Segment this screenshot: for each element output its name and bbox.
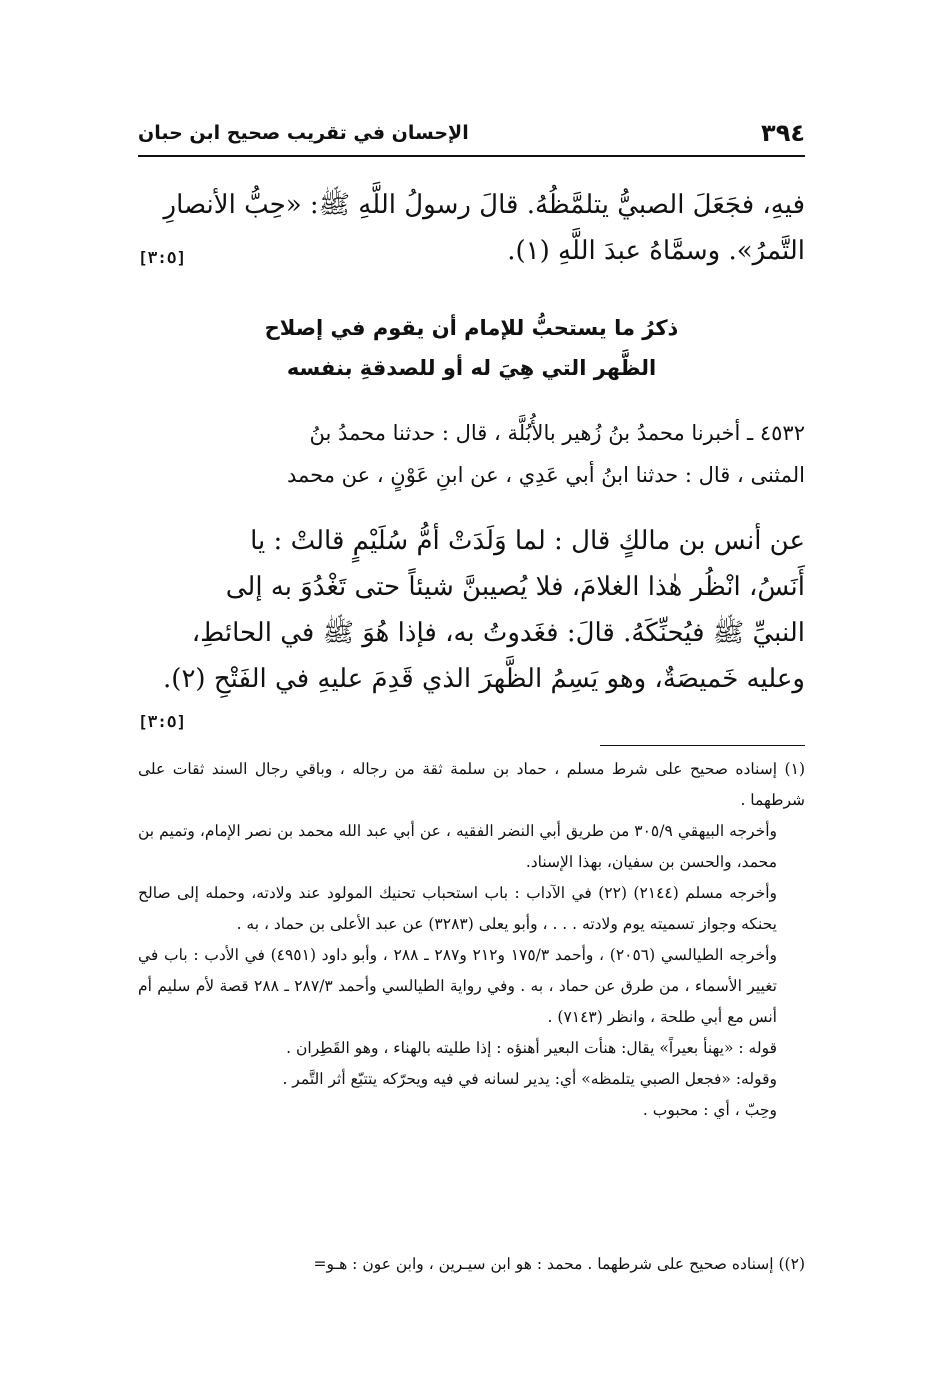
hadith-matn [138, 518, 805, 702]
reference-mark: [٣:٥] [138, 712, 187, 731]
footnote: (١) إسناده صحيح على شرط مسلم ، حماد بن سلمة ثقة من رجاله ، وباقي رجال السند ثقات على شرطهما . [138, 760, 805, 809]
page-number: ٣٩٤ [761, 119, 805, 147]
heading-line: الظَّهر التي هِيَ له أو للصدقةِ بنفسه [286, 356, 657, 380]
text-line: التَّمرُ». وسمَّاهُ عبدَ اللَّهِ (١). [507, 236, 805, 266]
footnote: وحِبّ ، أي : محبوب . [642, 1101, 777, 1119]
matn-line: أَنَسُ، انْظُر هٰذا الغلامَ، فلا يُصيبنَّ شيئاً حتى تَغْدُوَ به إلى [225, 572, 805, 602]
matn-line: عن أنس بن مالكٍ قال : لما وَلَدَتْ أمُّ سُلَيْمٍ قالتْ : يا [250, 526, 805, 556]
top-text [138, 182, 805, 274]
header-rule [138, 155, 805, 157]
footnote: وأخرجه الطيالسي (٢٠٥٦) ، وأحمد ١٧٥/٣ و٢١٢ و٢٨٧ ـ ٢٨٨ ، وأبو داود (٤٩٥١) في الأدب : باب في تغيير الأسماء ، من طرق عن حماد ، به . وفي رواية الطيالسي وأحمد ٢٨٧/٣ ـ ٢٨٨ قصة لأم سليم أم أنس مع أبي طلحة ، وانظر (٧١٤٣) . [138, 946, 777, 1026]
footnote: وقوله: «فجعل الصبي يتلمظه» أي: يدير لسانه في فيه ويحرّكه يتتبّع أثر التَّمر . [282, 1070, 777, 1088]
reference-mark: [٣:٥] [138, 248, 187, 267]
running-title: الإحسان في تقريب صحيح ابن حبان [138, 122, 469, 144]
footnote: قوله : «يهنأ بعيراً» يقال: هنأت البعير أهنؤه : إذا طليته بالهناء ، وهو القَطِران . [286, 1039, 777, 1057]
text-line: فيهِ، فجَعَلَ الصبيُّ يتلمَّظُهُ. قالَ رسولُ اللَّهِ ﷺ: «حِبُّ الأنصارِ [163, 190, 805, 220]
chapter-heading [138, 308, 805, 388]
hadith-isnad [138, 412, 805, 496]
footnotes [138, 754, 805, 1126]
footnote: (٢)) إسناده صحيح على شرطهما . محمد : هو ابن سيـرين ، وابن عون : هـو= [313, 1255, 805, 1273]
isnad-line: ٤٥٣٢ ـ أخبرنا محمدُ بنُ زُهير بالأُبُلَّة ، قال : حدثنا محمدُ بنُ [309, 421, 805, 445]
heading-line: ذكرُ ما يستحبُّ للإمام أن يقوم في إصلاح [264, 316, 679, 340]
matn-line: وعليه خَميصَةٌ، وهو يَسِمُ الظَّهرَ الذي قَدِمَ عليهِ في الفَتْحِ (٢). [163, 664, 805, 694]
isnad-line: المثنى ، قال : حدثنا ابنُ أبي عَدِي ، عن ابنِ عَوْنٍ ، عن محمد [287, 463, 805, 487]
footnote: وأخرجه البيهقي ٣٠٥/٩ من طريق أبي النضر الفقيه ، عن أبي عبد الله محمد بن نصر الإمام، وتميم بن محمد، والحسن بن سفيان، بهذا الإسناد. [138, 822, 777, 871]
footnote-rule [600, 745, 805, 746]
footnote: وأخرجه مسلم (٢١٤٤) (٢٢) في الآداب : باب استحباب تحنيك المولود عند ولادته، وحمله إلى صالح يحنكه وجواز تسميته يوم ولادته . . . ، وأبو يعلى (٣٢٨٣) عن عبد الأعلى بن حماد ، به . [138, 884, 777, 933]
matn-line: النبيِّ ﷺ فيُحنِّكَهُ. قالَ: فغَدوتُ به، فإذا هُوَ ﷺ في الحائطِ، [191, 618, 805, 648]
running-header [138, 116, 805, 150]
